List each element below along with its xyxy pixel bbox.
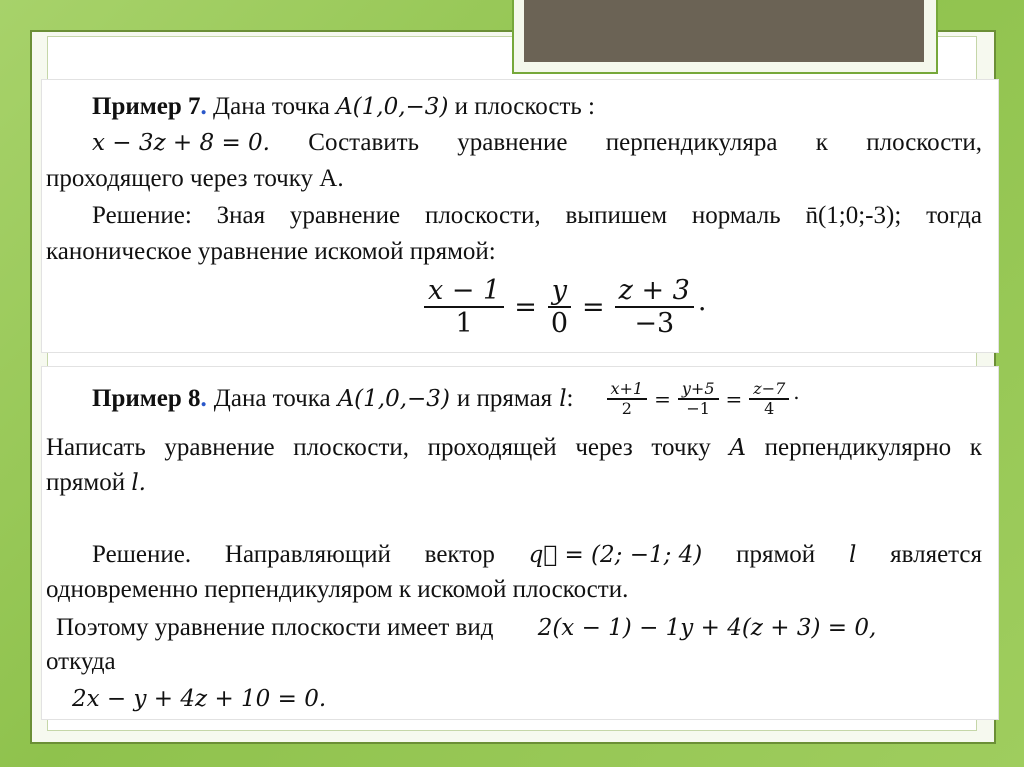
- equals-sign: =: [514, 291, 537, 323]
- solution-word: Направляющий: [224, 541, 391, 568]
- canonical-fraction-x: [424, 275, 504, 339]
- example-7-intro: [92, 92, 595, 122]
- title-placeholder: [512, 0, 938, 74]
- fraction-numerator: x+1: [607, 380, 648, 400]
- final-equation: [72, 684, 326, 714]
- solution-word: уравнение: [289, 202, 401, 229]
- task-word: через: [575, 434, 633, 461]
- example-7-panel: [42, 80, 998, 352]
- fraction-denominator: 0: [550, 308, 569, 340]
- fraction-denominator: −1: [686, 399, 710, 418]
- canonical-fraction-z: [615, 275, 694, 339]
- fraction-numerator: y+5: [678, 380, 719, 400]
- line-fraction-x: [607, 380, 648, 419]
- and-plane-text: и плоскость :: [454, 93, 595, 120]
- point-a: A(1,0,−3): [336, 94, 449, 120]
- fraction-numerator: y: [548, 275, 571, 308]
- task-line2-var: l.: [131, 470, 146, 496]
- example-8-solution-line1: [92, 540, 982, 570]
- solution-word: вектор: [424, 541, 495, 568]
- solution-word: нормаль: [691, 202, 781, 229]
- fraction-denominator: 1: [455, 308, 473, 340]
- solution-word: прямой: [736, 541, 816, 568]
- example-7-solution-line2: каноническое уравнение искомой прямой:: [46, 238, 496, 265]
- example-8-therefore-line: [56, 613, 876, 643]
- period: .: [697, 286, 707, 318]
- example-8-intro: [92, 377, 800, 421]
- task-line2-text: прямой: [46, 469, 126, 496]
- line-fraction-z: [749, 380, 789, 419]
- example-8-task-line1: [46, 433, 982, 463]
- heading-dot: .: [200, 385, 207, 412]
- line-name: l: [559, 386, 567, 412]
- task-word: плоскости,: [293, 434, 410, 461]
- solution-word: Решение:: [92, 202, 192, 229]
- example-7-task-line2: проходящего через точку А.: [46, 165, 344, 192]
- line-fraction-y: [678, 380, 719, 419]
- fraction-denominator: 2: [621, 399, 632, 418]
- therefore-text: Поэтому уравнение плоскости имеет вид: [56, 614, 494, 641]
- example-7-solution-line1: [92, 201, 982, 231]
- task-word: плоскости,: [866, 129, 982, 156]
- fraction-denominator: 4: [764, 399, 775, 418]
- canonical-equation: [420, 275, 706, 339]
- task-word: уравнение: [164, 434, 275, 461]
- heading-dot: .: [200, 93, 207, 120]
- therefore-equation: 2(x − 1) − 1y + 4(z + 3) = 0,: [537, 615, 877, 641]
- solution-word: Зная: [216, 202, 266, 229]
- colon: :: [566, 385, 574, 412]
- given-text: Дана точка: [213, 93, 330, 120]
- fraction-numerator: z + 3: [615, 275, 694, 308]
- fraction-denominator: −3: [634, 308, 675, 340]
- canonical-fraction-y: [547, 275, 572, 339]
- task-word: точку: [651, 434, 711, 461]
- fraction-numerator: x − 1: [424, 275, 504, 308]
- example-7-heading: Пример 7: [92, 93, 201, 120]
- solution-word: Решение.: [92, 541, 192, 568]
- example-7-task-line1: [92, 128, 982, 158]
- example-8-panel: [42, 367, 998, 719]
- direction-vector: q⃗ = (2; −1; 4): [528, 542, 703, 568]
- solution-word: выпишем: [565, 202, 668, 229]
- line-equation: [603, 377, 800, 421]
- given-text: Дана точка: [213, 385, 331, 412]
- task-word: Составить: [308, 129, 419, 156]
- point-a: A(1,0,−3): [337, 386, 450, 412]
- title-bar: [524, 0, 924, 62]
- final-equation-text: 2x − y + 4z + 10 = 0.: [72, 686, 327, 712]
- solution-word: плоскости,: [424, 202, 541, 229]
- task-word: A: [729, 435, 747, 461]
- task-word: проходящей: [427, 434, 557, 461]
- task-word: перпендикуляра: [605, 129, 778, 156]
- example-8-task-line2: [46, 468, 146, 498]
- example-8-solution-line2: одновременно перпендикуляром к искомой плоскости.: [46, 576, 629, 603]
- and-line-text: и прямая: [456, 385, 553, 412]
- task-word: Написать: [46, 434, 146, 461]
- solution-word: тогда: [926, 202, 982, 229]
- period: .: [793, 380, 800, 404]
- plane-equation: x − 3z + 8 = 0.: [92, 130, 270, 156]
- solution-word: l: [848, 542, 857, 568]
- equals-sign: =: [725, 387, 743, 411]
- task-word: к: [815, 129, 828, 156]
- fraction-numerator: z−7: [749, 380, 789, 400]
- solution-word: является: [890, 541, 982, 568]
- task-word: к: [969, 434, 982, 461]
- task-word: уравнение: [457, 129, 568, 156]
- normal-vector: n̄(1;0;-3);: [805, 202, 902, 229]
- equals-sign: =: [654, 387, 671, 411]
- example-8-heading: Пример 8: [92, 385, 201, 412]
- equals-sign: =: [582, 291, 605, 323]
- task-word: перпендикулярно: [764, 434, 952, 461]
- whence-text: откуда: [46, 648, 116, 675]
